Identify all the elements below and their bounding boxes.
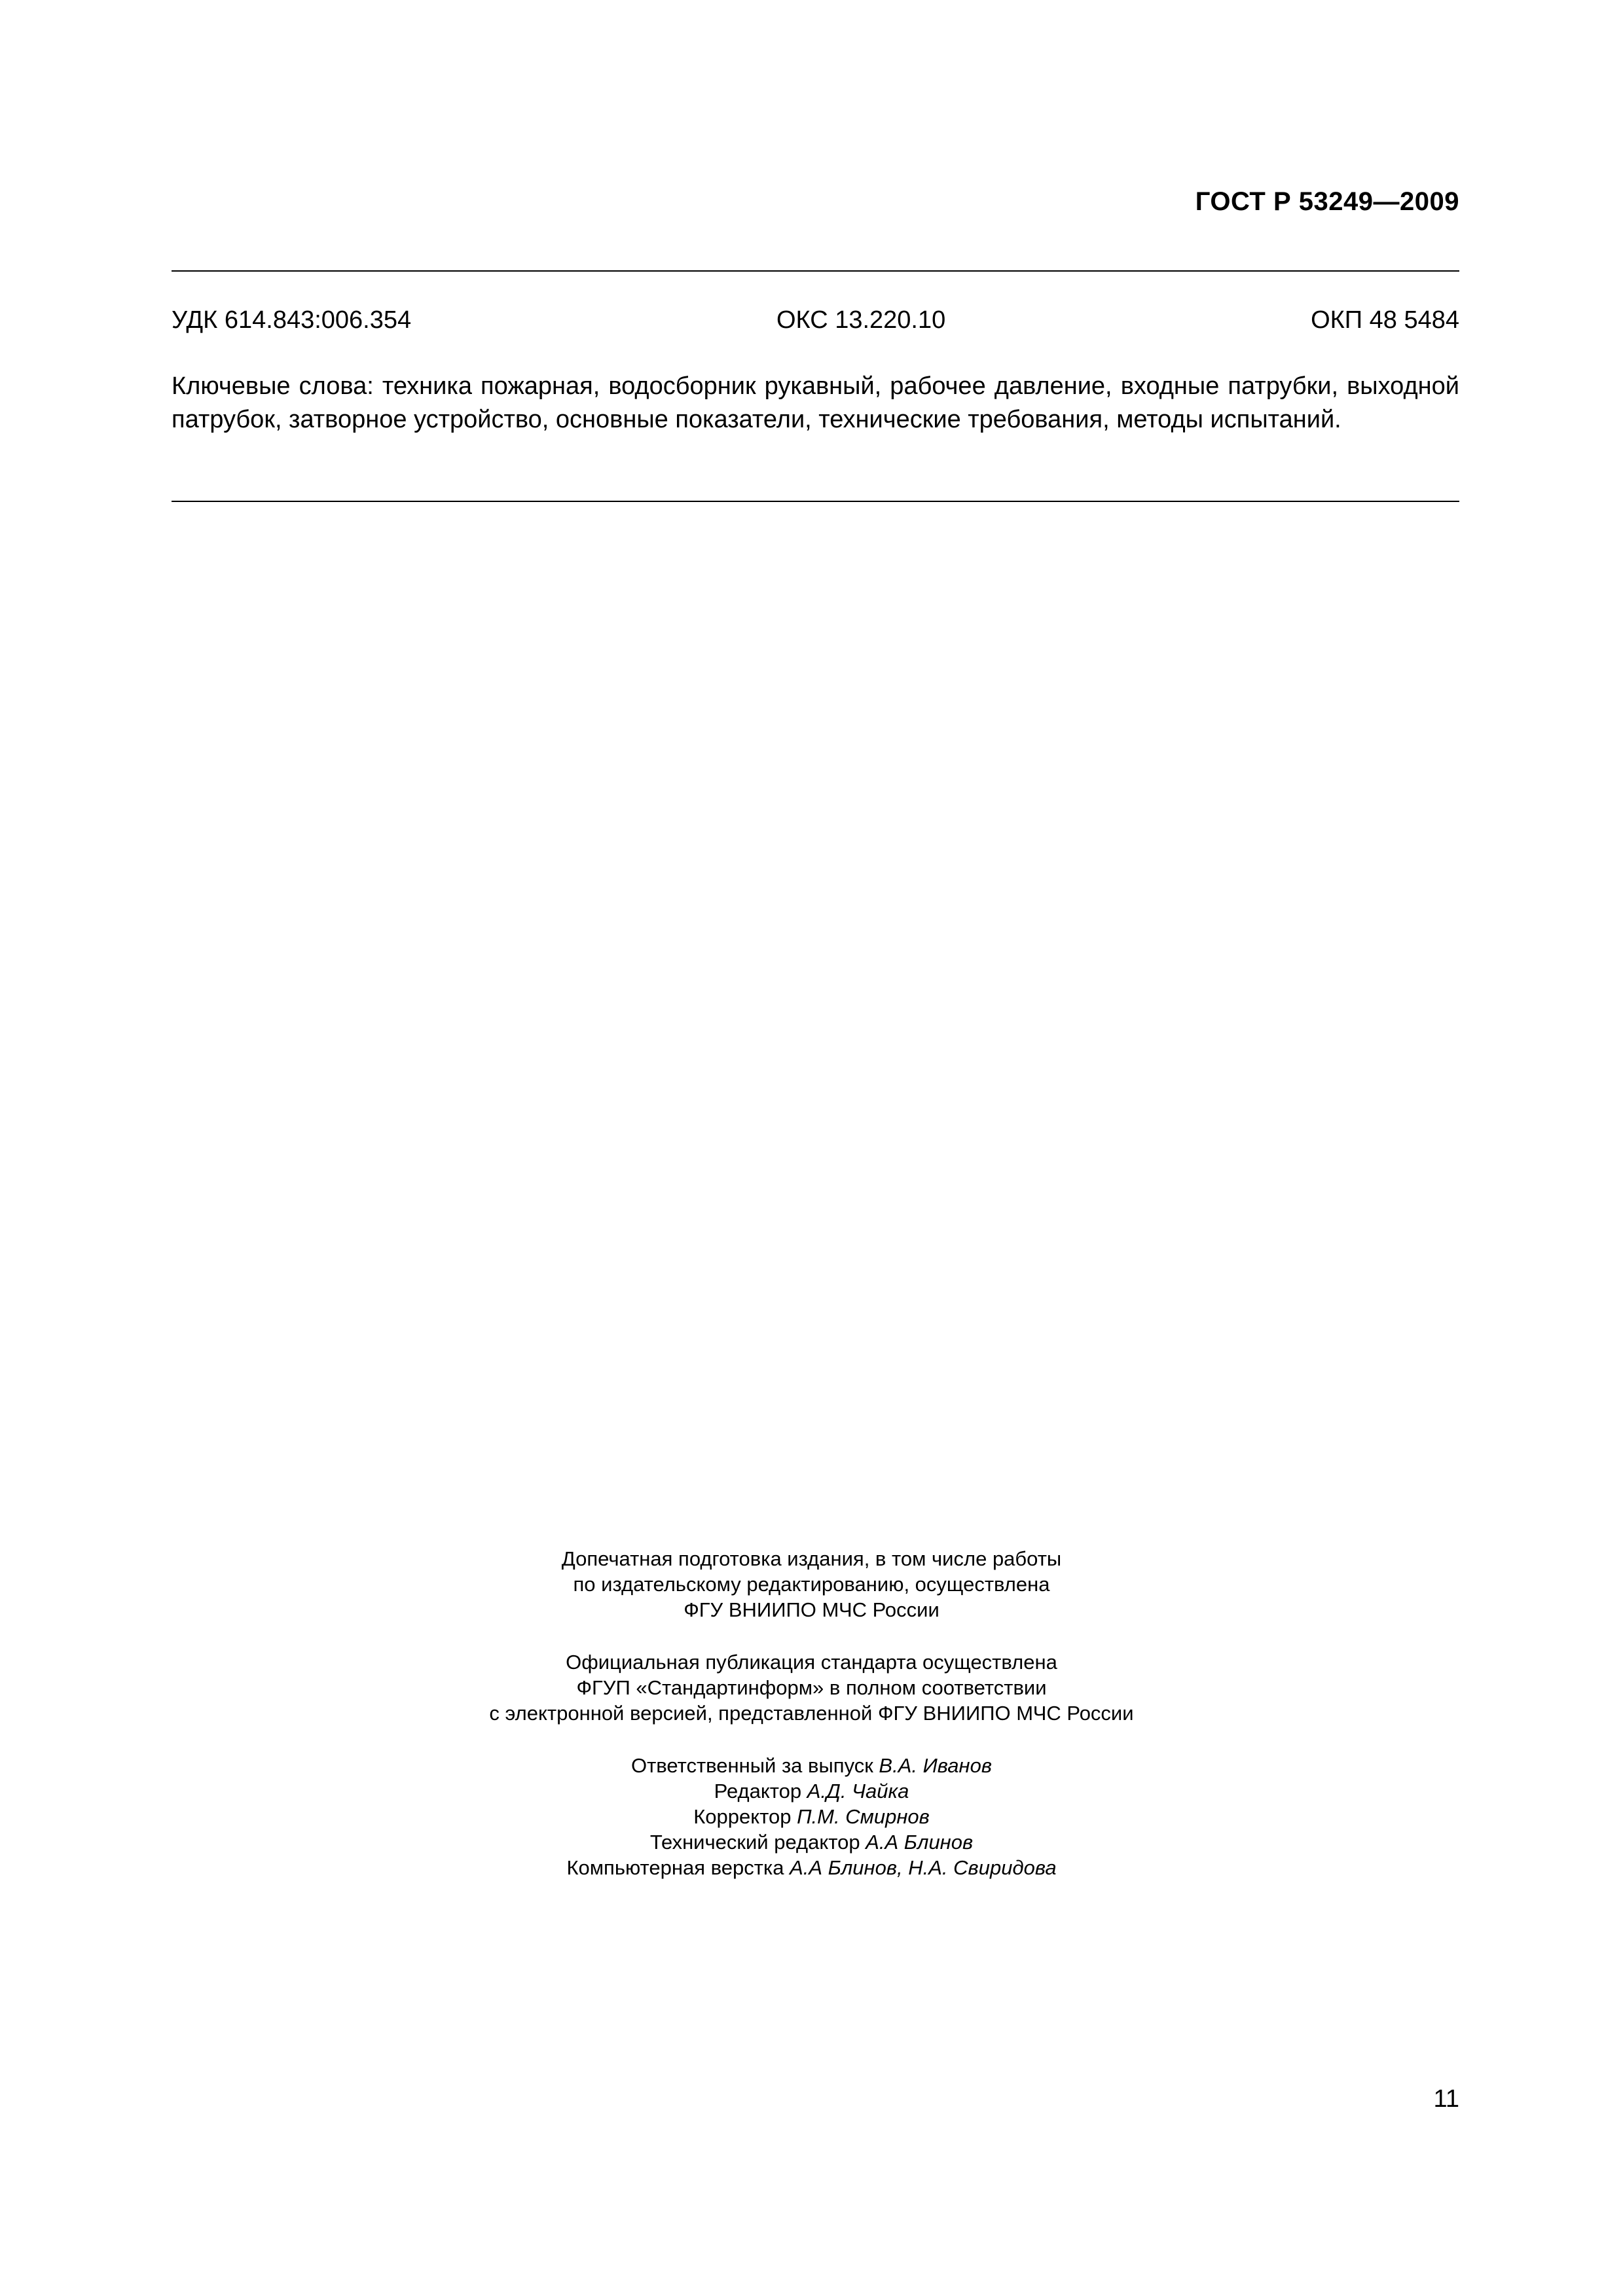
staff-credit — [0, 1804, 1623, 1829]
staff-credit — [0, 1855, 1623, 1880]
publication-line: Официальная публикация стандарта осуществлена — [566, 1651, 1057, 1674]
standard-designation: ГОСТ Р 53249—2009 — [1195, 187, 1459, 216]
staff-credit — [0, 1753, 1623, 1778]
prepress-note — [0, 1546, 1623, 1623]
staff-name: А.Д. Чайка — [807, 1780, 909, 1803]
top-divider — [172, 270, 1459, 272]
prepress-line: ФГУ ВНИИПО МЧС России — [684, 1598, 939, 1621]
oks-code: ОКС 13.220.10 — [776, 306, 946, 334]
staff-credits — [0, 1753, 1623, 1880]
staff-credit — [0, 1829, 1623, 1855]
imprint-section — [0, 1546, 1623, 1907]
okp-code: ОКП 48 5484 — [1311, 306, 1459, 334]
keywords-paragraph: Ключевые слова: техника пожарная, водосборник рукавный, рабочее давление, входные патрубки, выходной патрубок, затворное устройство, основные показатели, технические требования, методы испытаний. — [172, 372, 1459, 433]
staff-role: Технический редактор — [649, 1831, 860, 1854]
publication-note — [0, 1649, 1623, 1726]
classification-codes — [172, 306, 1459, 334]
staff-name: П.М. Смирнов — [797, 1805, 930, 1828]
staff-name: А.А Блинов, Н.А. Свиридова — [790, 1856, 1057, 1879]
prepress-line: по издательскому редактированию, осуществлена — [573, 1573, 1050, 1596]
staff-name: А.А Блинов — [866, 1831, 974, 1854]
staff-role: Корректор — [693, 1805, 792, 1828]
page-number: 11 — [1433, 2085, 1459, 2113]
publication-line: ФГУП «Стандартинформ» в полном соответствии — [576, 1676, 1047, 1699]
udk-code: УДК 614.843:006.354 — [172, 306, 412, 334]
bottom-divider — [172, 501, 1459, 502]
staff-role: Редактор — [714, 1780, 802, 1803]
staff-role: Компьютерная верстка — [566, 1856, 784, 1879]
staff-role: Ответственный за выпуск — [630, 1754, 873, 1777]
publication-line: с электронной версией, представленной ФГУ ВНИИПО МЧС России — [489, 1702, 1134, 1725]
staff-credit — [0, 1778, 1623, 1804]
staff-name: В.А. Иванов — [879, 1754, 993, 1777]
prepress-line: Допечатная подготовка издания, в том числе работы — [561, 1547, 1062, 1570]
